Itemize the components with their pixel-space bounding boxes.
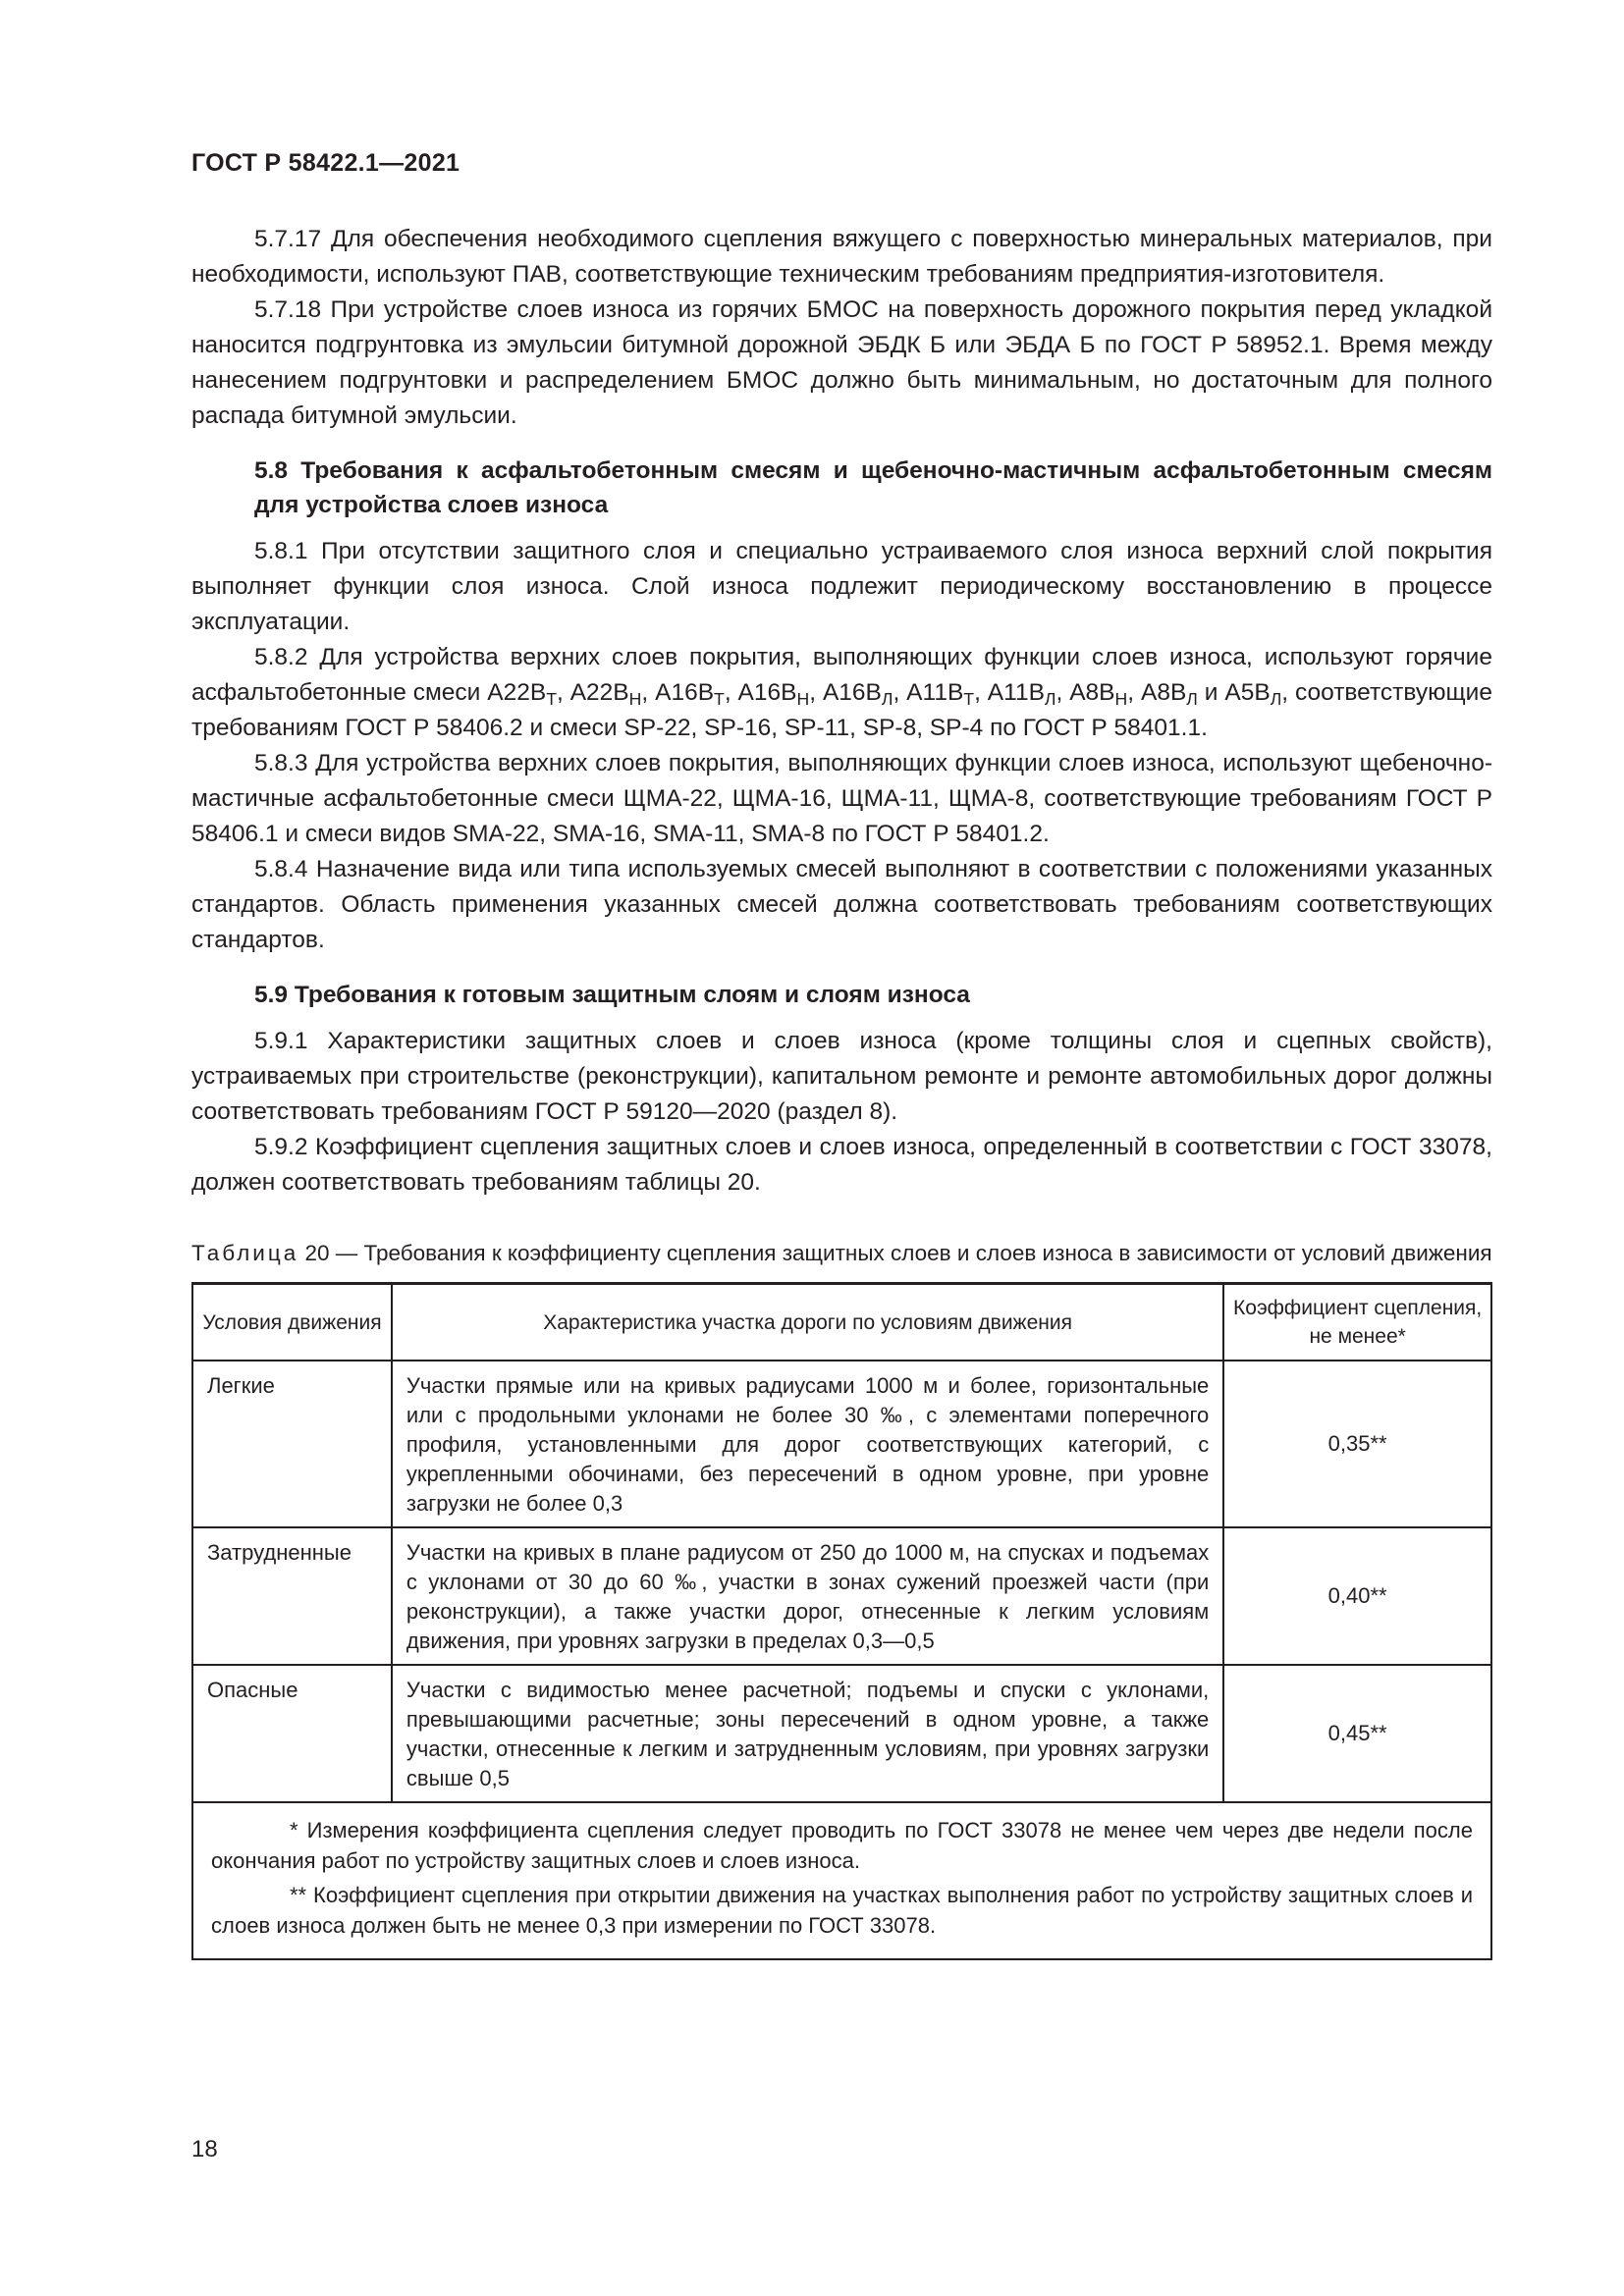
row-condition: Опасные <box>192 1665 392 1802</box>
row-coefficient: 0,40** <box>1223 1527 1491 1665</box>
mix-designation: $А16В_Т$ <box>655 679 725 709</box>
row-condition: Легкие <box>192 1361 392 1527</box>
mix-designation: $А22В_Н$ <box>569 679 642 709</box>
header-characteristic: Характеристика участка дороги по условиям движения <box>392 1284 1223 1362</box>
table-row <box>192 1361 1491 1527</box>
mix-designation: $А5В_Л$ <box>1224 679 1282 709</box>
mix-designation: $А11В_Т$ <box>906 679 975 709</box>
section-heading-5-8: 5.8 Требования к асфальтобетонным смесям и щебеночно-мастичным асфальтобетонным смесям для устройства слоев износа <box>254 457 1492 518</box>
requirements-table <box>191 1282 1492 1960</box>
table-note: ** Коэффициент сцепления при открытии движения на участках выполнения работ по устройству защитных слоев и слоев износа должен быть не менее 0,3 при измерении по ГОСТ 33078. <box>211 1883 1473 1938</box>
paragraph-5-9-2: 5.9.2 Коэффициент сцепления защитных слоев и слоев износа, определенный в соответствии с ГОСТ 33078, должен соответствовать требованиям таблицы 20. <box>191 1134 1492 1196</box>
table-header-row <box>192 1284 1491 1362</box>
header-conditions: Условия движения <box>192 1284 392 1362</box>
mix-designation: $А8В_Н$ <box>1069 679 1128 709</box>
paragraph-5-8-2: 5.8.2 Для устройства верхних слоев покрытия, выполняющих функции слоев износа, используют горячие асфальтобетонные смеси $А22В_Т$, $А22В_Н$, $А16В_Т$, $А16В_Н$, $А16В_Л$, $А11В_Т$, $А11В_Л$, $А8В_Н$, $А8В_Л$ и $А5В_Л$, соответствующие требованиям ГОСТ Р 58406.2 и смеси SP-22, SP-16, SP-11, SP-8, SP-4 по ГОСТ Р 58401.1. <box>191 644 1492 741</box>
table-caption <box>191 1238 1492 1268</box>
table-note: * Измерения коэффициента сцепления следует проводить по ГОСТ 33078 не менее чем через две недели после окончания работ по устройству защитных слоев и слоев износа. <box>211 1818 1473 1873</box>
row-condition: Затрудненные <box>192 1527 392 1665</box>
page-number: 18 <box>191 2136 218 2163</box>
mix-designation: $А16В_Л$ <box>822 679 893 709</box>
paragraph-5-8-4: 5.8.4 Назначение вида или типа используемых смесей выполняют в соответствии с положениями указанных стандартов. Область применения указанных смесей должна соответствовать требованиям соответствующих стандартов. <box>191 856 1492 953</box>
paragraph-5-9-1: 5.9.1 Характеристики защитных слоев и слоев износа (кроме толщины слоя и сцепных свойств), устраиваемых при строительстве (реконструкции), капитальном ремонте и ремонте автомобильных дорог должны соответствовать требованиям ГОСТ Р 59120—2020 (раздел 8). <box>191 1028 1492 1125</box>
row-description: Участки с видимостью менее расчетной; подъемы и спуски с уклонами, превышающими расчетные; зоны пересечений в одном уровне, а также участки, отнесенные к легким и затрудненным условиям, при уровнях загрузки свыше 0,5 <box>392 1665 1223 1802</box>
paragraph-5-8-1: 5.8.1 При отсутствии защитного слоя и специально устраиваемого слоя износа верхний слой покрытия выполняет функции слоя износа. Слой износа подлежит периодическому восстановлению в процессе эксплуатации. <box>191 538 1492 635</box>
table-row <box>192 1527 1491 1665</box>
paragraph-5-7-18: 5.7.18 При устройстве слоев износа из горячих БМОС на поверхность дорожного покрытия перед укладкой наносится подгрунтовка из эмульсии битумной дорожной ЭБДК Б или ЭБДА Б по ГОСТ Р 58952.1. Время между нанесением подгрунтовки и распределением БМОС должно быть минимальным, но достаточным для полного распада битумной эмульсии. <box>191 296 1492 429</box>
mix-designation: $А11В_Л$ <box>987 679 1056 709</box>
header-coefficient: Коэффициент сцепления, не менее* <box>1223 1284 1491 1362</box>
document-body <box>191 222 1492 1960</box>
row-coefficient: 0,45** <box>1223 1665 1491 1802</box>
table-row <box>192 1665 1491 1802</box>
table-caption-label: Таблица <box>191 1241 299 1265</box>
paragraph-5-8-3: 5.8.3 Для устройства верхних слоев покрытия, выполняющих функции слоев износа, используют щебеночно-мастичные асфальтобетонные смеси ЩМА-22, ЩМА-16, ЩМА-11, ЩМА-8, соответствующие требованиям ГОСТ Р 58406.1 и смеси видов SMA-22, SMA-16, SMA-11, SMA-8 по ГОСТ Р 58401.2. <box>191 750 1492 847</box>
mix-designation: $А16В_Н$ <box>737 679 810 709</box>
section-heading-5-9: 5.9 Требования к готовым защитным слоям и слоям износа <box>254 982 970 1008</box>
row-coefficient: 0,35** <box>1223 1361 1491 1527</box>
table-notes-row <box>192 1802 1491 1959</box>
table-caption-text: 20 — Требования к коэффициенту сцепления защитных слоев и слоев износа в зависимости от условий движения <box>298 1241 1492 1265</box>
row-description: Участки на кривых в плане радиусом от 250 до 1000 м, на спусках и подъемах с уклонами от 30 до 60 ‰, участки в зонах сужений проезжей части (при реконструкции), а также участки дорог, отнесенные к легким условиям движения, при уровнях загрузки в пределах 0,3—0,5 <box>392 1527 1223 1665</box>
table-notes <box>192 1802 1491 1959</box>
mix-designation: $А22В_Т$ <box>487 679 557 709</box>
document-header: ГОСТ Р 58422.1—2021 <box>191 149 460 177</box>
paragraph-5-7-17: 5.7.17 Для обеспечения необходимого сцепления вяжущего с поверхностью минеральных материалов, при необходимости, используют ПАВ, соответствующие техническим требованиям предприятия-изготовителя. <box>191 226 1492 288</box>
mix-designation: $А8В_Л$ <box>1140 679 1198 709</box>
row-description: Участки прямые или на кривых радиусами 1000 м и более, горизонтальные или с продольными уклонами не более 30 ‰, с элементами поперечного профиля, установленными для дорог соответствующих категорий, с укрепленными обочинами, без пересечений в одном уровне, при уровне загрузки не более 0,3 <box>392 1361 1223 1527</box>
